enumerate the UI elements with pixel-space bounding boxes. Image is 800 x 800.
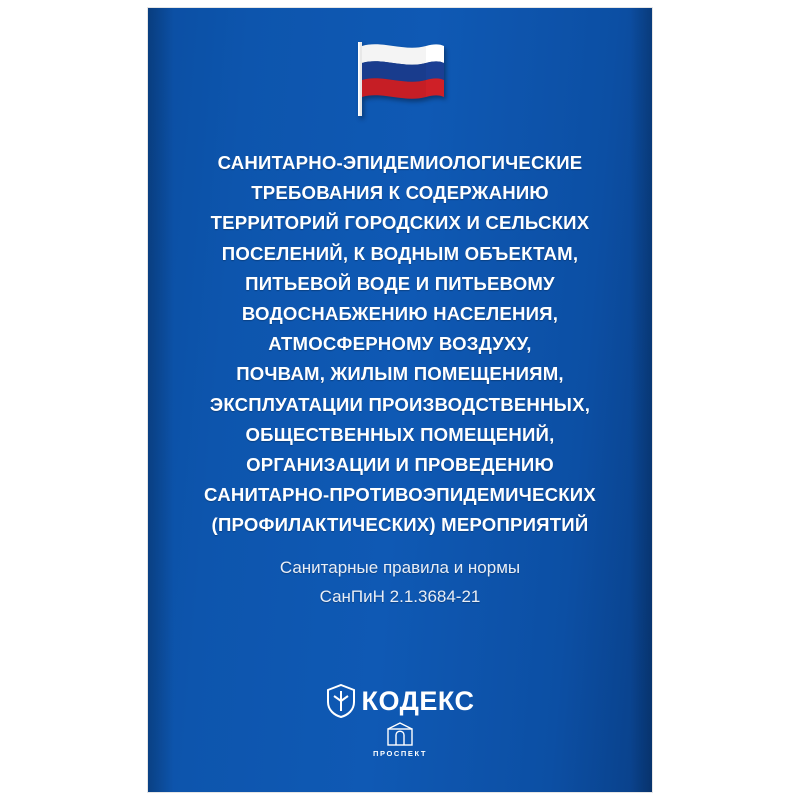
- title-line: (ПРОФИЛАКТИЧЕСКИХ) МЕРОПРИЯТИЙ: [211, 514, 589, 536]
- prospekt-logo-icon: [387, 722, 413, 746]
- title-line: ПИТЬЕВОЙ ВОДЕ И ПИТЬЕВОМУ: [245, 272, 555, 294]
- title-line: АТМОСФЕРНОМУ ВОЗДУХУ,: [268, 333, 532, 355]
- emblem-container: [148, 42, 652, 116]
- document-code: СанПиН 2.1.3684-21: [319, 587, 481, 606]
- title-line: САНИТАРНО-ПРОТИВОЭПИДЕМИЧЕСКИХ: [204, 484, 596, 506]
- title-line: ТЕРРИТОРИЙ ГОРОДСКИХ И СЕЛЬСКИХ: [210, 212, 590, 234]
- kodeks-wordmark: КОДЕКС: [361, 686, 475, 716]
- title-line: ОБЩЕСТВЕННЫХ ПОМЕЩЕНИЙ,: [245, 423, 555, 445]
- kodeks-brand: [148, 684, 652, 718]
- title-line: ВОДОСНАБЖЕНИЮ НАСЕЛЕНИЯ,: [241, 303, 559, 325]
- title-line: ПОЧВАМ, ЖИЛЫМ ПОМЕЩЕНИЯМ,: [236, 363, 564, 385]
- subtitle-line: Санитарные правила и нормы: [279, 558, 521, 577]
- title-line: ЭКСПЛУАТАЦИИ ПРОИЗВОДСТВЕННЫХ,: [209, 393, 591, 415]
- book-cover: [148, 8, 652, 792]
- kodeks-logo-icon: [326, 684, 356, 718]
- cover-title: [172, 148, 628, 541]
- title-line: ТРЕБОВАНИЯ К СОДЕРЖАНИЮ: [251, 182, 549, 204]
- russian-flag-icon: [352, 42, 448, 116]
- publisher-logo: [148, 722, 652, 758]
- publisher-name: ПРОСПЕКТ: [372, 749, 428, 758]
- title-line: ПОСЕЛЕНИЙ, К ВОДНЫМ ОБЪЕКТАМ,: [221, 242, 579, 264]
- title-line: САНИТАРНО-ЭПИДЕМИОЛОГИЧЕСКИЕ: [217, 152, 583, 173]
- cover-subtitle: [172, 553, 628, 611]
- title-line: ОРГАНИЗАЦИИ И ПРОВЕДЕНИЮ: [246, 454, 554, 476]
